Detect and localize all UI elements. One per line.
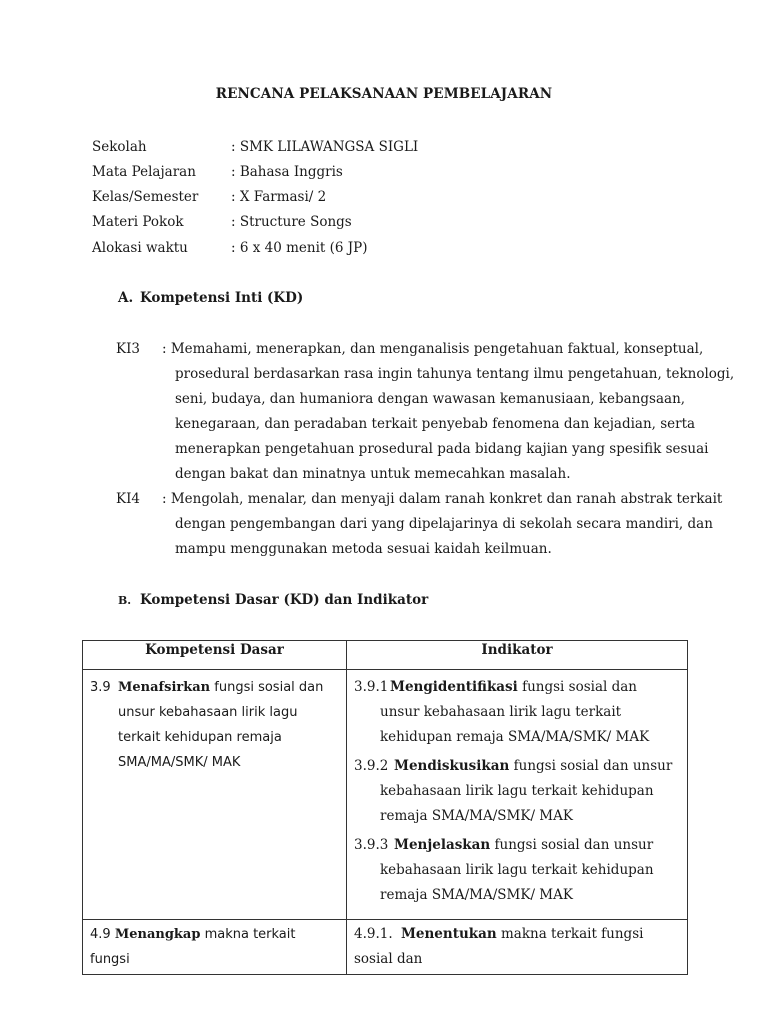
indicator-number: 4.9.1.	[354, 926, 393, 942]
indicator-item	[354, 754, 680, 829]
ki4-line: dengan pengembangan dari yang dipelajarinya di sekolah secara mandiri, dan	[175, 516, 713, 532]
kd-number: 4.9	[90, 927, 111, 942]
indicator-number: 3.9.3	[354, 837, 389, 853]
kd-cell	[83, 920, 347, 975]
header-kompetensi-dasar: Kompetensi Dasar	[83, 641, 347, 670]
indicator-number: 3.9.1	[354, 679, 389, 695]
identity-label: Mata Pelajaran	[92, 164, 196, 180]
kd-number: 3.9	[90, 680, 111, 695]
indicator-verb: Mendiskusikan	[394, 758, 510, 774]
indicator-verb: Mengidentifikasi	[390, 679, 518, 695]
identity-value: : X Farmasi/ 2	[231, 189, 327, 205]
section-a-letter: A.	[118, 290, 134, 306]
indicator-text: fungsi sosial dan unsur kebahasaan lirik lagu terkait kehidupan remaja SMA/MA/SMK/ MAK	[380, 679, 650, 745]
identity-value: : 6 x 40 menit (6 JP)	[231, 240, 368, 256]
table-header-row	[83, 641, 688, 670]
kd-text: makna terkait fungsi	[90, 927, 296, 967]
indicator-verb: Menjelaskan	[394, 837, 491, 853]
indicator-cell	[347, 670, 688, 920]
ki3-code: KI3	[116, 341, 141, 357]
table-row	[83, 920, 688, 975]
section-a-heading	[118, 290, 303, 306]
indicator-number: 3.9.2	[354, 758, 389, 774]
indicator-verb: Menentukan	[400, 926, 497, 942]
kd-verb: Menafsirkan	[118, 680, 211, 695]
identity-value: : SMK LILAWANGSA SIGLI	[231, 139, 419, 155]
indicator-text: fungsi sosial dan unsur kebahasaan lirik lagu terkait kehidupan remaja SMA/MA/SMK/ MAK	[380, 758, 673, 824]
indicator-cell	[347, 920, 688, 975]
indicator-item	[354, 833, 680, 908]
section-b-letter: B.	[118, 594, 132, 607]
kd-indicator-table	[82, 640, 688, 975]
section-b-heading	[118, 592, 428, 608]
indicator-text: makna terkait fungsi sosial dan	[354, 926, 644, 967]
kd-item	[90, 675, 339, 775]
kd-cell	[83, 670, 347, 920]
indicator-text: fungsi sosial dan unsur kebahasaan lirik lagu terkait kehidupan remaja SMA/MA/SMK/ MAK	[380, 837, 654, 903]
document-title: RENCANA PELAKSANAAN PEMBELAJARAN	[215, 86, 553, 102]
ki3-line: prosedural berdasarkan rasa ingin tahunya tentang ilmu pengetahuan, teknologi,	[175, 366, 735, 382]
section-b-title: Kompetensi Dasar (KD) dan Indikator	[140, 592, 429, 608]
section-a-title: Kompetensi Inti (KD)	[140, 290, 304, 306]
table-row	[83, 670, 688, 920]
identity-label: Materi Pokok	[92, 214, 184, 230]
identity-label: Sekolah	[92, 139, 147, 155]
ki3-line: menerapkan pengetahuan prosedural pada bidang kajian yang spesifik sesuai	[175, 441, 709, 457]
identity-value: : Structure Songs	[231, 214, 352, 230]
kd-text: fungsi sosial dan unsur kebahasaan lirik lagu terkait kehidupan remaja SMA/MA/SMK/ MAK	[118, 680, 324, 770]
ki3-line: kenegaraan, dan peradaban terkait penyebab fenomena dan kejadian, serta	[175, 416, 696, 432]
identity-label: Kelas/Semester	[92, 189, 199, 205]
identity-label: Alokasi waktu	[92, 240, 188, 256]
kd-verb: Menangkap	[114, 927, 201, 942]
ki3-line: seni, budaya, dan humaniora dengan wawasan kemanusiaan, kebangsaan,	[175, 391, 686, 407]
ki3-line: dengan bakat dan minatnya untuk memecahkan masalah.	[175, 466, 571, 482]
ki3-line: : Memahami, menerapkan, dan menganalisis pengetahuan faktual, konseptual,	[162, 341, 704, 357]
header-indikator: Indikator	[347, 641, 688, 670]
ki4-line: mampu menggunakan metoda sesuai kaidah keilmuan.	[175, 541, 552, 557]
indicator-item	[354, 675, 680, 750]
ki4-code: KI4	[116, 491, 141, 507]
ki4-line: : Mengolah, menalar, dan menyaji dalam ranah konkret dan ranah abstrak terkait	[162, 491, 723, 507]
identity-value: : Bahasa Inggris	[231, 164, 343, 180]
